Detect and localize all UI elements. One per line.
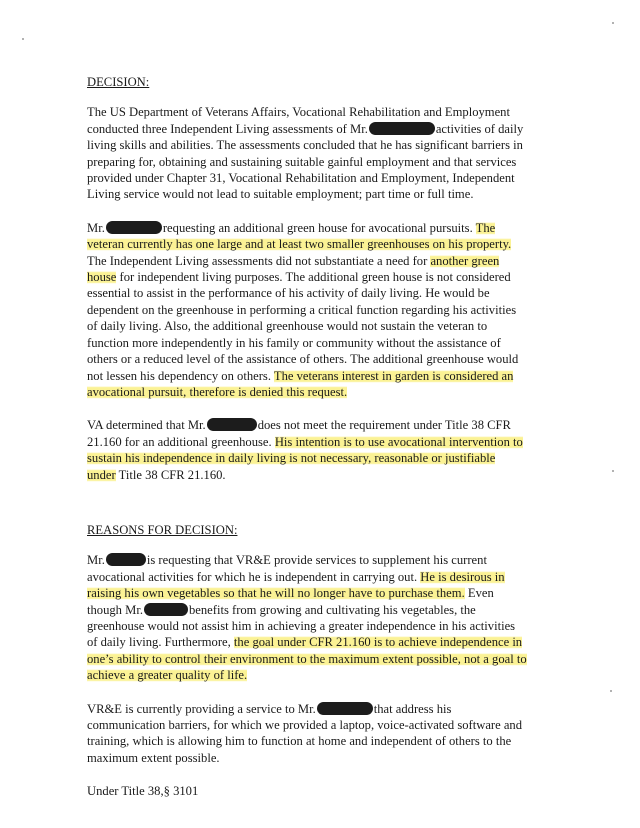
reasons-p1-text-c: benefits from growing and cultivating his vegetables, the greenhouse would not assist him in achieving a greater independence in his activities of daily living. Furthermore, [87, 602, 516, 650]
document-body [87, 74, 527, 817]
legal-citation: Under Title 38,§ 3101 [87, 784, 199, 799]
reasons-p1-text-b: Even though Mr. [87, 586, 494, 617]
decision-p2-text-a: requesting an additional green house for avocational pursuits. [162, 220, 473, 235]
scan-speck [22, 38, 24, 40]
scan-speck [612, 22, 614, 24]
highlighted-text: His intention is to use avocational intervention to sustain his independence in daily living is not necessary, reasonable or justifiable under [87, 434, 523, 482]
redaction-mark [317, 702, 373, 715]
decision-paragraph-2 [87, 220, 527, 400]
decision-p2-prefix: Mr. [87, 220, 105, 235]
decision-heading: DECISION: [87, 75, 150, 89]
section-spacer [87, 500, 527, 522]
decision-p3-text-b: Title 38 CFR 21.160. [118, 467, 226, 482]
decision-p2-text-b: The Independent Living assessments did not substantiate a need for [87, 253, 428, 268]
highlighted-text: the goal under CFR 21.160 is to achieve independence in one’s ability to control their environment to the maximum extent possible, not a goal to achieve a greater quality of life. [87, 635, 527, 683]
decision-paragraph-3 [87, 417, 527, 483]
decision-paragraph-1 [87, 104, 527, 202]
highlighted-text: He is desirous in raising his own vegetables so that he will no longer have to purchase them. [87, 569, 505, 601]
reasons-p1-text-a: is requesting that VR&E provide services to supplement his current avocational activities for which he is independent in carrying out. [87, 553, 487, 584]
reasons-paragraph-2 [87, 701, 527, 767]
decision-p3-text-a: does not meet the requirement under Title 38 CFR 21.160 for an additional greenhouse. [87, 418, 511, 449]
redaction-mark [106, 553, 146, 566]
reasons-paragraph-1 [87, 552, 527, 683]
scan-speck [610, 690, 612, 692]
reasons-heading: REASONS FOR DECISION: [87, 522, 238, 537]
scan-speck [612, 470, 614, 472]
reasons-p1-prefix: Mr. [87, 553, 105, 568]
redaction-mark [369, 122, 435, 135]
highlighted-text: The veterans interest in garden is considered an avocational pursuit, therefore is denied this request. [87, 368, 514, 399]
reasons-p2-text-a: that address his communication barriers, for which we provided a laptop, voice-activated software and training, which is allowing him to function at home and independent of others to the maximum extent possible. [87, 701, 523, 765]
highlighted-text: another green house [87, 253, 500, 285]
reasons-p2-prefix: VR&E is currently providing a service to Mr. [87, 701, 316, 716]
decision-p2-text-c: for independent living purposes. The additional green house is not considered essential to assist in the performance of his activity of daily living. He would be dependent on the greenhouse in performing a critical function regarding his activities of daily living. Also, the additional greenhouse would not sustain the veteran to function more independently in his family or community without the assistance of others or a reduced level of the assistance of others. The additional greenhouse would not lessen his dependency on others. [87, 270, 519, 383]
highlighted-text: The veteran currently has one large and at least two smaller greenhouses on his property. [87, 220, 512, 252]
decision-p1-text: The US Department of Veterans Affairs, Vocational Rehabilitation and Employment conducted three Independent Living assessments of Mr. [87, 105, 510, 136]
redaction-mark [106, 221, 162, 234]
decision-p3-prefix: VA determined that Mr. [87, 418, 206, 433]
redaction-mark [144, 603, 188, 616]
redaction-mark [207, 418, 257, 431]
decision-p1-text-b: activities of daily living skills and abilities. The assessments concluded that he has significant barriers in preparing for, obtaining and sustaining suitable gainful employment and that services provided under Chapter 31, Vocational Rehabilitation and Employment, Independent Living service would not lead to suitable employment; part time or full time. [87, 121, 524, 202]
